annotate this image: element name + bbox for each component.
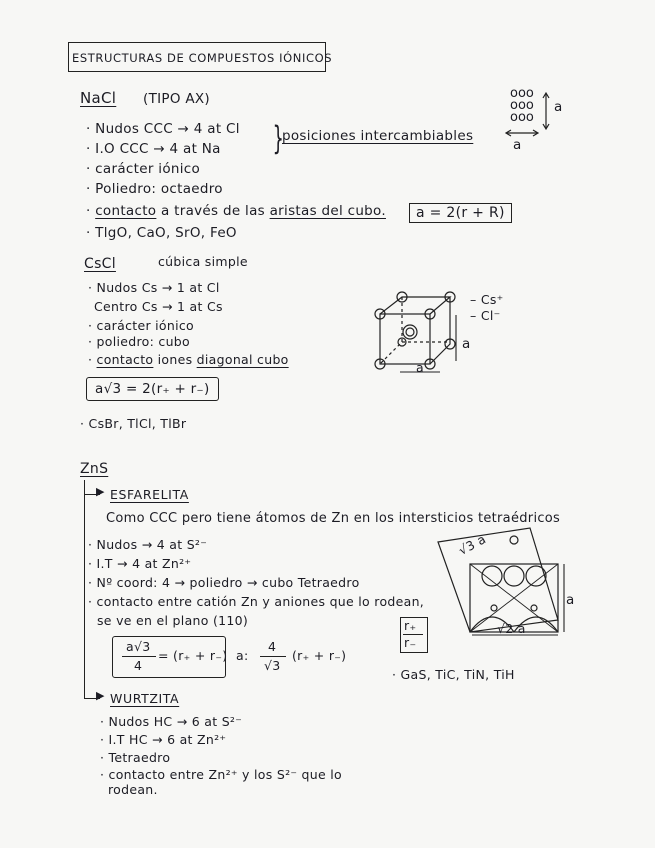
nacl-contact-line — [86, 203, 386, 219]
esf-formula-a-num: 4 — [268, 639, 277, 654]
cscl-contact-rest: iones — [153, 352, 197, 367]
esf-formula-a-label: a: — [236, 648, 249, 663]
wurt-line-tetra: · Tetraedro — [100, 750, 171, 765]
cscl-legend-cs: – Cs⁺ — [470, 292, 504, 307]
nacl-contact-prefix: · — [86, 203, 96, 219]
nacl-contact-link: aristas del cubo. — [269, 203, 386, 219]
nacl-heading: NaCl — [80, 89, 117, 107]
zns-tree-arrow-1: ▶ — [96, 485, 105, 498]
nacl-brace-note: posiciones intercambiables — [282, 128, 474, 144]
cscl-cube-a-side: a — [462, 336, 471, 352]
cscl-note: cúbica simple — [158, 254, 248, 269]
esf-ratio-den: r₋ — [404, 635, 417, 650]
page-title: ESTRUCTURAS DE COMPUESTOS IÓNICOS — [72, 51, 333, 65]
nacl-type: (TIPO AX) — [143, 91, 211, 107]
cscl-line-center: Centro Cs → 1 at Cs — [94, 299, 223, 314]
esf-formula-a-rhs: (r₊ + r₋) — [292, 648, 347, 663]
esf-formula-rhs: = (r₊ + r₋) — [158, 648, 228, 663]
cscl-cube-diagram — [370, 292, 460, 372]
nacl-line-examples: · TlgO, CaO, SrO, FeO — [86, 225, 237, 241]
wurt-line-it: · I.T HC → 6 at Zn²⁺ — [100, 732, 227, 747]
cscl-contact-word: contacto — [96, 352, 154, 367]
esf-ratio-num: r₊ — [404, 618, 417, 633]
cscl-line-nodes: · Nudos Cs → 1 at Cl — [88, 280, 220, 295]
nacl-lattice-a-bottom: a — [513, 137, 522, 153]
nacl-line-polyhedron: · Poliedro: octaedro — [86, 181, 223, 197]
esf-diag-label-side: a — [566, 592, 575, 608]
cscl-contact-line — [88, 352, 289, 368]
esf-diag-label-bottom: √2 a — [497, 621, 526, 636]
esf-heading: ESFARELITA — [110, 487, 189, 502]
esf-formula-den: 4 — [134, 658, 143, 673]
esf-line-nodes: · Nudos → 4 at S²⁻ — [88, 537, 208, 552]
nacl-contact-word: contacto — [95, 203, 157, 219]
wurt-heading: WURTZITA — [110, 691, 180, 706]
esf-formula-a-den: √3 — [264, 658, 281, 673]
esf-formula-bar — [122, 656, 156, 657]
cscl-examples: · CsBr, TlCl, TlBr — [80, 416, 187, 431]
nacl-line-nodes: · Nudos CCC → 4 at Cl — [86, 121, 240, 137]
esf-diag-label-top: √3 a — [455, 531, 489, 558]
wurt-line-rodean: rodean. — [108, 782, 158, 797]
cscl-contact-prefix: · — [88, 352, 97, 367]
zns-heading: ZnS — [80, 461, 109, 477]
nacl-lattice-a-side: a — [554, 99, 563, 115]
esf-examples: · GaS, TiC, TiN, TiH — [392, 667, 515, 682]
nacl-contact-rest: a través de las — [156, 203, 265, 219]
cscl-contact-link: diagonal cubo — [196, 352, 289, 367]
esf-desc: Como CCC pero tiene átomos de Zn en los intersticios tetraédricos — [106, 511, 561, 526]
cscl-line-ionic: · carácter iónico — [88, 318, 194, 333]
nacl-line-ionic: · carácter iónico — [86, 161, 201, 177]
esf-line-it: · I.T → 4 at Zn²⁺ — [88, 556, 192, 571]
wurt-line-nodes: · Nudos HC → 6 at S²⁻ — [100, 714, 243, 729]
wurt-line-contact: · contacto entre Zn²⁺ y los S²⁻ que lo — [100, 767, 342, 782]
nacl-brace: } — [272, 119, 284, 157]
nacl-lattice-arrow-h — [505, 128, 541, 138]
esf-line-coord: · Nº coord: 4 → poliedro → cubo Tetraedro — [88, 575, 360, 590]
zns-tree-line — [84, 480, 85, 698]
cscl-heading: CsCl — [84, 256, 116, 272]
esf-line-contact: · contacto entre catión Zn y aniones que lo rodean, — [88, 594, 425, 609]
nacl-lattice-glyph: ooo ooo ooo — [510, 86, 534, 125]
esf-line-plane: se ve en el plano (110) — [97, 613, 249, 628]
nacl-line-io: · I.O CCC → 4 at Na — [86, 141, 221, 157]
cscl-legend-cl: – Cl⁻ — [470, 308, 501, 323]
cscl-line-polyhedron: · poliedro: cubo — [88, 334, 190, 349]
esf-formula-a-bar — [260, 656, 286, 657]
nacl-formula: a = 2(r + R) — [409, 203, 512, 223]
zns-tree-arrow-2: ▶ — [96, 689, 105, 702]
esf-formula-num: a√3 — [126, 639, 151, 654]
cscl-cube-a-bottom: a — [416, 360, 424, 375]
cscl-formula: a√3 = 2(r₊ + r₋) — [86, 377, 219, 401]
